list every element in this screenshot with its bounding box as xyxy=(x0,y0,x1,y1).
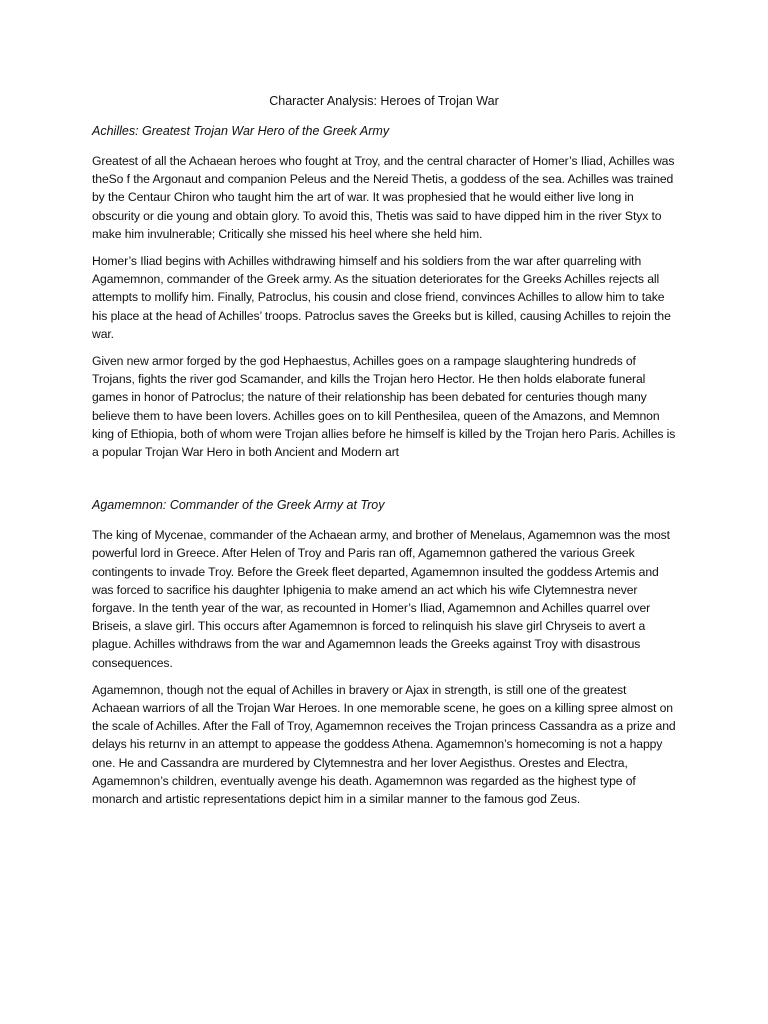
section-achilles xyxy=(92,122,676,461)
section-heading-achilles: Achilles: Greatest Trojan War Hero of the Greek Army xyxy=(92,124,390,138)
document-title: Character Analysis: Heroes of Trojan War xyxy=(269,94,499,108)
paragraph: The king of Mycenae, commander of the Achaean army, and brother of Menelaus, Agamemnon was the most powerful lord in Greece. After Helen of Troy and Paris ran off, Agamemnon gathered the various Greek contingents to invade Troy. Before the Greek fleet departed, Agamemnon insulted the goddess Artemis and was forced to sacrifice his daughter Iphigenia to make amend an act which his wife Clytemnestra never forgave. In the tenth year of the war, as recounted in Homer’s Iliad, Agamemnon and Achilles quarrel over Briseis, a slave girl. This occurs after Agamemnon is forced to relinquish his slave girl Chryseis to avert a plague. Achilles withdraws from the war and Agamemnon leads the Greeks against Troy with disastrous consequences. xyxy=(92,528,670,670)
section-spacer xyxy=(92,470,676,496)
section-heading-agamemnon: Agamemnon: Commander of the Greek Army at Troy xyxy=(92,498,385,513)
paragraph: Given new armor forged by the god Hephaestus, Achilles goes on a rampage slaughtering hundreds of Trojans, fights the river god Scamander, and kills the Trojan hero Hector. He then holds elaborate funeral games in honor of Patroclus; the nature of their relationship has been debated for centuries though many believe them to have been lovers. Achilles goes on to kill Penthesilea, queen of the Amazons, and Memnon king of Ethiopia, both of whom were Trojan allies before he himself is killed by the Trojan hero Paris. Achilles is a popular Trojan War Hero in both Ancient and Modern art xyxy=(92,354,676,460)
paragraph: Agamemnon, though not the equal of Achilles in bravery or Ajax in strength, is still one of the greatest Achaean warriors of all the Trojan War Heroes. In one memorable scene, he goes on a killing spree almost on the scale of Achilles. After the Fall of Troy, Agamemnon receives the Trojan princess Cassandra as a prize and delays his returnv in an attempt to appease the goddess Athena. Agamemnon’s homecoming is not a happy one. He and Cassandra are murdered by Clytemnestra and her lover Aegisthus. Orestes and Electra, Agamemnon’s children, eventually avenge his death. Agamemnon was regarded as the highest type of monarch and artistic representations depict him in a similar manner to the famous god Zeus. xyxy=(92,682,676,807)
section-agamemnon xyxy=(92,496,676,808)
paragraph: Greatest of all the Achaean heroes who fought at Troy, and the central character of Homer’s Iliad, Achilles was theSo f the Argonaut and companion Peleus and the Nereid Thetis, a goddess of the sea. Achilles was trained by the Centaur Chiron who taught him the art of war. It was prophesied that he would either live long in obscurity or die young and obtain glory. To avoid this, Thetis was said to have dipped him in the river Styx to make him invulnerable; Critically she missed his heel where she held him. xyxy=(92,154,675,241)
paragraph: Homer’s Iliad begins with Achilles withdrawing himself and his soldiers from the war after quarreling with Agamemnon, commander of the Greek army. As the situation deteriorates for the Greeks Achilles rejects all attempts to mollify him. Finally, Patroclus, his cousin and close friend, convinces Achilles to allow him to take his place at the head of Achilles’ troops. Patroclus saves the Greeks but is killed, causing Achilles to rejoin the war. xyxy=(92,254,671,341)
